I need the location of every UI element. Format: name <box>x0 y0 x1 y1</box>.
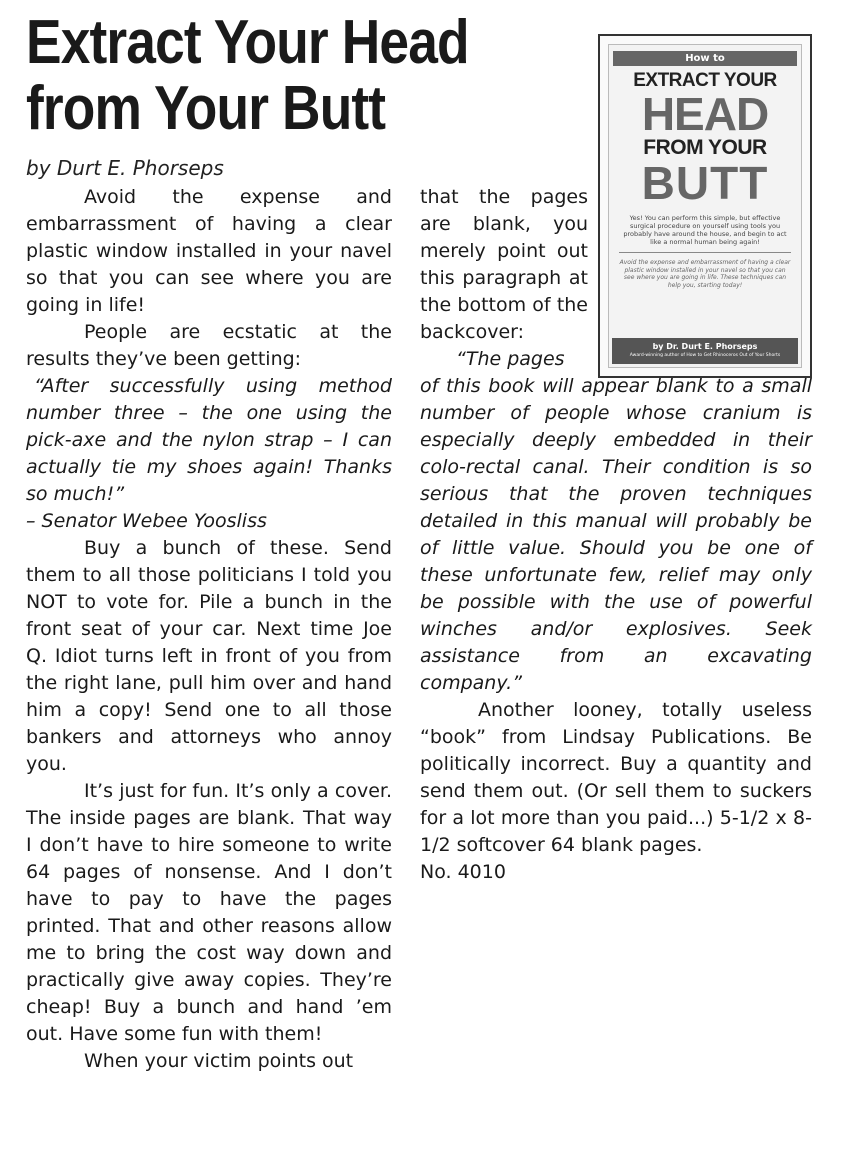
cover-title-line-1: EXTRACT YOUR <box>633 70 777 91</box>
paragraph-blank-pages: that the pages are blank, you merely point out this paragraph at the bottom of the backcover: <box>420 186 588 343</box>
article-title <box>26 10 516 142</box>
testimonial-attribution: – Senator Webee Yoosliss <box>26 510 267 532</box>
cover-title-butt: BUTT <box>641 157 769 209</box>
paragraph-victim: When your victim points out <box>84 1050 354 1072</box>
paragraph-ecstatic: People are ecstatic at the results they’ve been getting: <box>26 321 392 370</box>
paragraph-buy-bunch: Buy a bunch of these. Send them to all those politicians I told you NOT to vote for. Pile a bunch in the front seat of your car. Next time Joe Q. Idiot turns left in front of you from the right lane, pull him over and hand him a copy! Send one to all those bankers and attorneys who annoy you. <box>26 537 392 775</box>
backcover-quote: of this book will appear blank to a small number of people whose cranium is especially deeply embedded in their colo-rectal canal. Their condition is so serious that the proven techniques detailed in this manual will probably be of little value. Should you be one of these unfortunate few, relief may only be possible with the use of powerful winches and/or explosives. Seek assistance from an excavating company.” <box>420 375 812 694</box>
cover-small-text: Avoid the expense and embarrassment of having a clear plastic window installed in your navel so that you can see where you are going in life. These techniques can help you, starting today! <box>619 259 791 289</box>
backcover-quote-start: “The pages <box>456 348 565 370</box>
cover-author-sub: Award-winning author of How to Get Rhinoceros Out of Your Shorts <box>629 353 781 358</box>
paragraph-just-for-fun: It’s just for fun. It’s only a cover. The inside pages are blank. That way I don’t have to hire someone to write 64 pages of nonsense. And I don’t have to pay to have the pages printed. That and other reasons allow me to bring the cost way down and practically give away copies. They’re cheap! Buy a bunch and hand ’em out. Have some fun with them! <box>26 780 392 1045</box>
column-right <box>420 184 812 886</box>
paragraph-intro: Avoid the expense and embarrassment of having a clear plastic window installed in your navel so that you can see where you are going in life! <box>26 186 392 316</box>
cover-howto: How to <box>613 51 797 66</box>
byline: by Durt E. Phorseps <box>26 156 224 180</box>
cover-blurb: Yes! You can perform this simple, but effective surgical procedure on yourself using tools you probably have around the house, and begin to act like a normal human being again! <box>623 214 787 246</box>
paragraph-product-description: Another looney, totally useless “book” from Lindsay Publications. Be politically incorrect. Buy a quantity and send them out. (Or sell them to suckers for a lot more than you paid...) 5-1/2 x 8-1/2 softcover 64 blank pages. <box>420 699 812 856</box>
cover-title-head: HEAD <box>641 88 769 140</box>
cover-author: by Dr. Durt E. Phorseps <box>652 342 758 351</box>
testimonial-quote: “After successfully using method number three – the one using the pick-axe and the nylon strap – I can actually tie my shoes again! Thanks so much!” <box>26 375 392 505</box>
title-line-2: from Your Butt <box>26 74 386 143</box>
title-line-1: Extract Your Head <box>26 8 469 77</box>
item-number: No. 4010 <box>420 861 506 883</box>
cover-title-line-3: FROM YOUR <box>643 136 767 159</box>
column-left <box>26 184 392 1075</box>
